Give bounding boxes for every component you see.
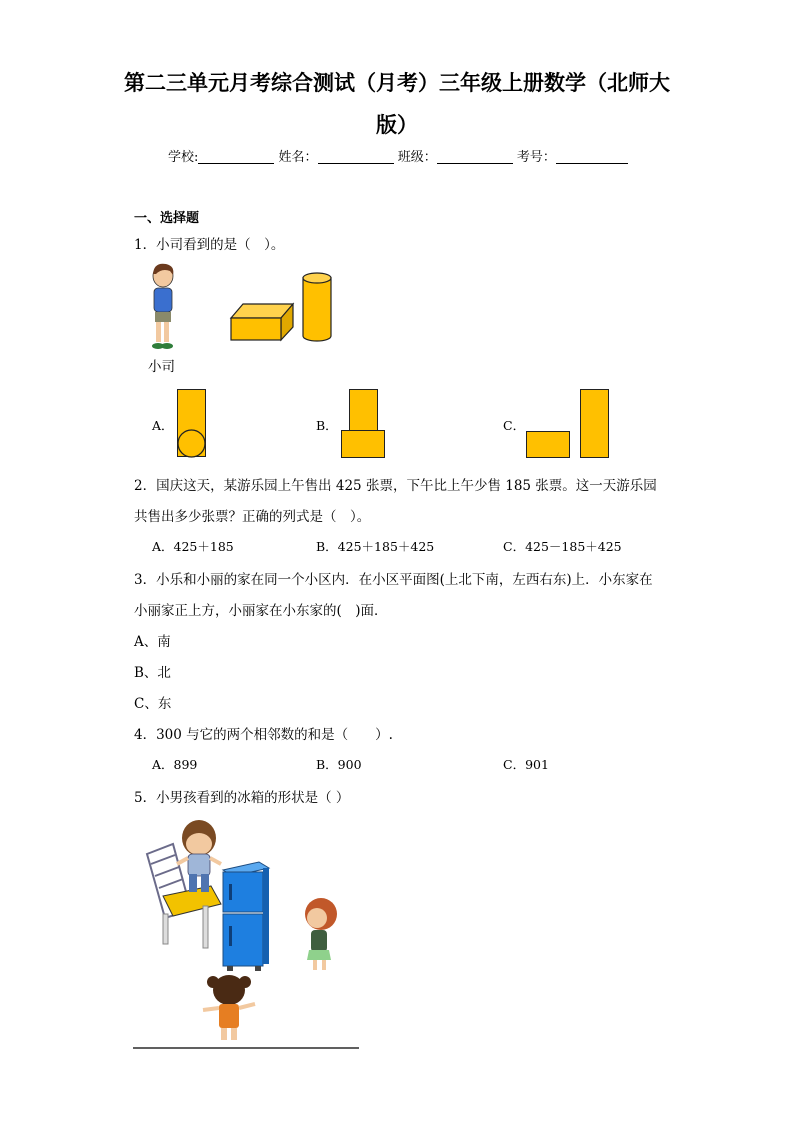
question-3-line-1: 3．小乐和小丽的家在同一个小区内．在小区平面图(上北下南，左西右东)上．小东家在 [134,572,653,588]
question-2-line-1: 2．国庆这天，某游乐园上午售出 425 张票，下午比上午少售 185 张票。这一天游乐园 [134,478,657,494]
class-label: 班级： [397,150,437,165]
q4-option-c[interactable]: C．901 [503,757,549,772]
question-2-line-2: 共售出多少张票？正确的列式是（ ）。 [134,509,371,525]
q4-option-b[interactable]: B．900 [316,757,362,772]
option-c-tall-rectangle [580,389,609,458]
school-field[interactable] [198,149,274,164]
q4-option-a[interactable]: A．899 [152,757,198,772]
girl-right [305,898,337,970]
option-b-bottom-rectangle [341,430,385,458]
q2-option-a[interactable]: A．425＋185 [152,539,234,554]
option-b-top-rectangle [349,389,378,431]
question-3-line-2: 小丽家正上方，小丽家在小东家的( )面． [134,603,388,619]
school-label: 学校: [168,150,199,165]
section-title: 一、选择题 [134,211,200,226]
q1-option-b-label[interactable]: B． [316,418,338,433]
name-label: 姓名： [278,150,318,165]
boy-figure-image [140,262,180,354]
student-info-row [168,146,628,165]
q2-option-c[interactable]: C．425－185＋425 [503,539,622,554]
title-line-2: 版） [376,113,418,137]
title-line-1: 第二三单元月考综合测试（月考）三年级上册数学（北师大 [124,71,670,95]
q1-option-a-label[interactable]: A． [152,418,174,433]
question-5: 5．小男孩看到的冰箱的形状是（ ） [134,790,350,806]
exam-no-label: 考号： [516,150,556,165]
option-c-rectangle [526,431,570,458]
question-4: 4．300 与它的两个相邻数的和是（ ）. [134,727,393,743]
girl-bottom [203,975,255,1040]
page-title [120,62,674,146]
class-field[interactable] [437,149,513,164]
option-a-circle [177,429,206,458]
question-1: 1．小司看到的是（ ）。 [134,237,285,253]
q2-option-b[interactable]: B．425＋185＋425 [316,539,435,554]
q3-option-b[interactable]: B、北 [134,665,171,681]
box-and-cylinder-image [228,270,338,344]
person-label: 小司 [148,359,175,375]
children-and-fridge-image [133,814,361,1050]
q1-option-c-label[interactable]: C． [503,418,526,433]
name-field[interactable] [318,149,394,164]
q3-option-c[interactable]: C、东 [134,696,172,712]
exam-no-field[interactable] [556,149,628,164]
fridge-shape [223,862,269,971]
q3-option-a[interactable]: A、南 [134,634,171,650]
